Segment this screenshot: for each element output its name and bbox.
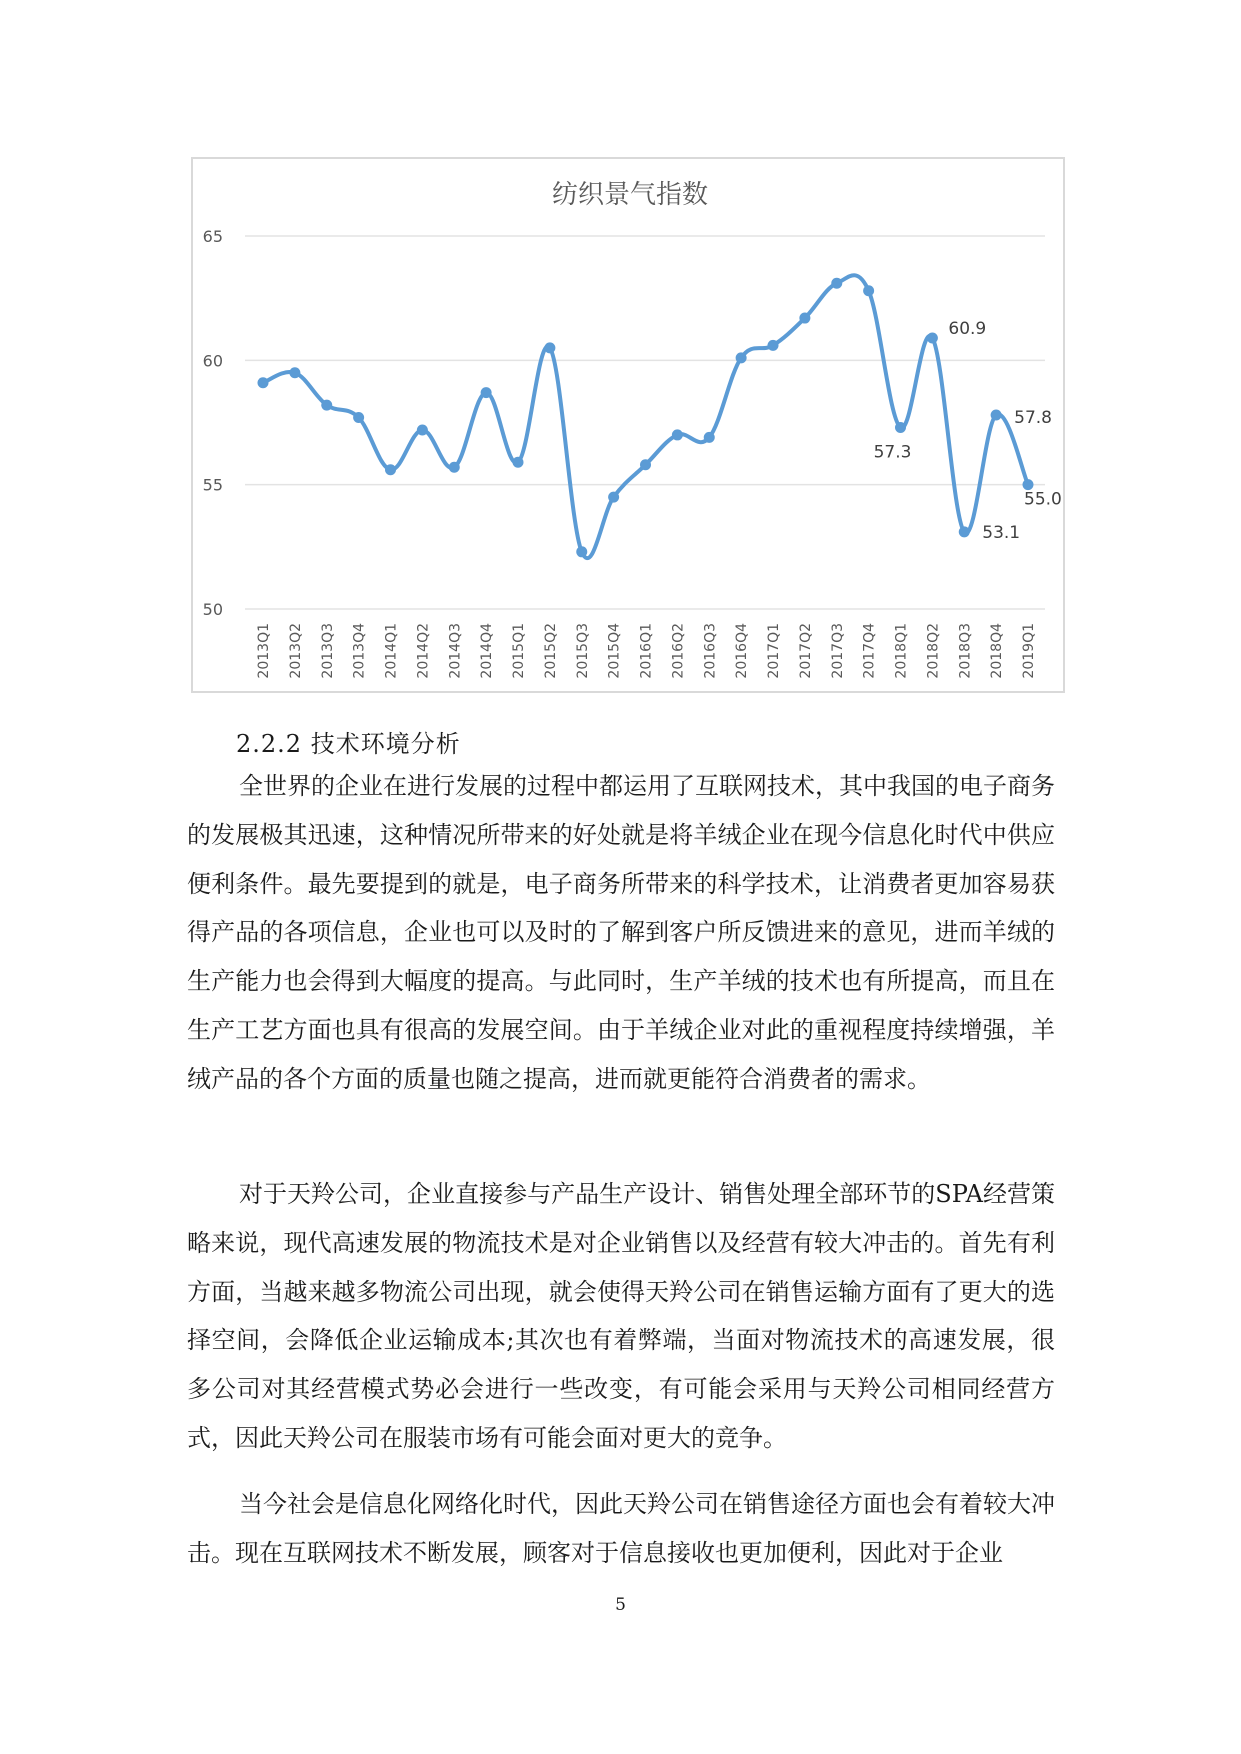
x-tick-label: 2015Q2 xyxy=(542,623,559,679)
chart-title: 纺织景气指数 xyxy=(551,180,709,210)
data-point xyxy=(417,424,428,435)
data-point xyxy=(481,387,492,398)
data-label: 57.8 xyxy=(1014,408,1052,429)
x-tick-label: 2014Q4 xyxy=(479,623,496,679)
x-tick-label: 2015Q3 xyxy=(574,623,591,679)
x-tick-label: 2016Q3 xyxy=(702,623,719,679)
x-tick-label: 2013Q2 xyxy=(287,623,304,679)
y-tick-label: 55 xyxy=(202,475,223,495)
x-tick-label: 2018Q2 xyxy=(925,623,942,679)
x-tick-label: 2017Q1 xyxy=(766,623,782,679)
x-tick-label: 2017Q4 xyxy=(861,623,878,679)
x-tick-label: 2014Q1 xyxy=(383,623,400,679)
x-tick-label: 2015Q4 xyxy=(606,623,623,679)
paragraph-1: 全世界的企业在进行发展的过程中都运用了互联网技术，其中我国的电子商务的发展极其迅速，这种情况所带来的好处就是将羊绒企业在现今信息化时代中供应便利条件。最先要提到的就是，电子商务所带来的科学技术，让消费者更加容易获得产品的各项信息，企业也可以及时的了解到客户所反馈进来的意见，进而羊绒的生产能力也会得到大幅度的提高。与此同时，生产羊绒的技术也有所提高，而且在生产工艺方面也具有很高的发展空间。由于羊绒企业对此的重视程度持续增强，羊绒产品的各个方面的质量也随之提高，进而就更能符合消费者的需求。 xyxy=(187,772,1055,1093)
x-tick-label: 2019Q1 xyxy=(1021,623,1037,679)
x-axis-ticks xyxy=(256,623,1037,679)
x-tick-label: 2016Q4 xyxy=(734,623,751,679)
y-tick-label: 60 xyxy=(202,351,223,371)
x-tick-label: 2016Q2 xyxy=(670,623,687,679)
chart-container xyxy=(191,157,1065,693)
data-point xyxy=(640,459,651,470)
data-point xyxy=(991,410,1002,421)
data-label: 53.1 xyxy=(982,522,1021,543)
x-tick-label: 2014Q3 xyxy=(447,623,464,679)
data-point xyxy=(927,332,938,343)
y-tick-label: 50 xyxy=(202,600,223,619)
grid-lines xyxy=(245,236,1045,609)
paragraph-3: 当今社会是信息化网络化时代，因此天羚公司在销售途径方面也会有着较大冲击。现在互联网技术不断发展，顾客对于信息接收也更加便利，因此对于企业 xyxy=(187,1490,1055,1567)
x-tick-label: 2013Q4 xyxy=(351,623,368,679)
x-tick-label: 2015Q1 xyxy=(511,623,527,679)
x-tick-label: 2013Q1 xyxy=(256,623,272,679)
y-tick-label: 65 xyxy=(202,227,223,246)
data-point xyxy=(513,457,524,468)
series-line xyxy=(263,275,1028,558)
data-point xyxy=(258,377,269,388)
y-axis-ticks xyxy=(203,227,223,619)
x-tick-label: 2014Q2 xyxy=(415,623,432,679)
data-point xyxy=(289,367,300,378)
page-number: 5 xyxy=(615,1595,626,1615)
x-tick-label: 2018Q3 xyxy=(957,623,974,679)
data-point xyxy=(608,492,619,503)
data-point xyxy=(704,432,715,443)
data-point xyxy=(768,340,779,351)
data-point xyxy=(544,342,555,353)
data-point xyxy=(385,464,396,475)
data-point xyxy=(576,546,587,557)
data-point xyxy=(1023,479,1034,490)
data-point xyxy=(736,352,747,363)
x-tick-label: 2017Q3 xyxy=(829,623,846,679)
x-tick-label: 2017Q2 xyxy=(797,623,814,679)
data-label: 60.9 xyxy=(948,318,987,339)
paragraph-2: 对于天羚公司，企业直接参与产品生产设计、销售处理全部环节的SPA经营策略来说，现代高速发展的物流技术是对企业销售以及经营有较大冲击的。首先有利方面，当越来越多物流公司出现，就会使得天羚公司在销售运输方面有了更大的选择空间，会降低企业运输成本;其次也有着弊端，当面对物流技术的高速发展，很多公司对其经营模式势必会进行一些改变，有可能会采用与天羚公司相同经营方式，因此天羚公司在服装市场有可能会面对更大的竞争。 xyxy=(187,1180,1055,1452)
data-points xyxy=(258,278,1034,558)
section-heading: 2.2.2 技术环境分析 xyxy=(236,730,461,758)
data-label: 55.0 xyxy=(1024,489,1062,510)
x-tick-label: 2018Q4 xyxy=(989,623,1006,679)
x-tick-label: 2013Q3 xyxy=(319,623,336,679)
data-label: 57.3 xyxy=(873,442,912,463)
data-point xyxy=(863,285,874,296)
data-point xyxy=(895,422,906,433)
x-tick-label: 2018Q1 xyxy=(893,623,910,679)
data-point xyxy=(449,462,460,473)
data-point xyxy=(799,313,810,324)
textile-index-line-chart xyxy=(193,159,1067,695)
data-point xyxy=(831,278,842,289)
data-point xyxy=(353,412,364,423)
x-tick-label: 2016Q1 xyxy=(638,623,655,679)
data-point xyxy=(321,400,332,411)
data-point xyxy=(959,526,970,537)
data-point xyxy=(672,429,683,440)
